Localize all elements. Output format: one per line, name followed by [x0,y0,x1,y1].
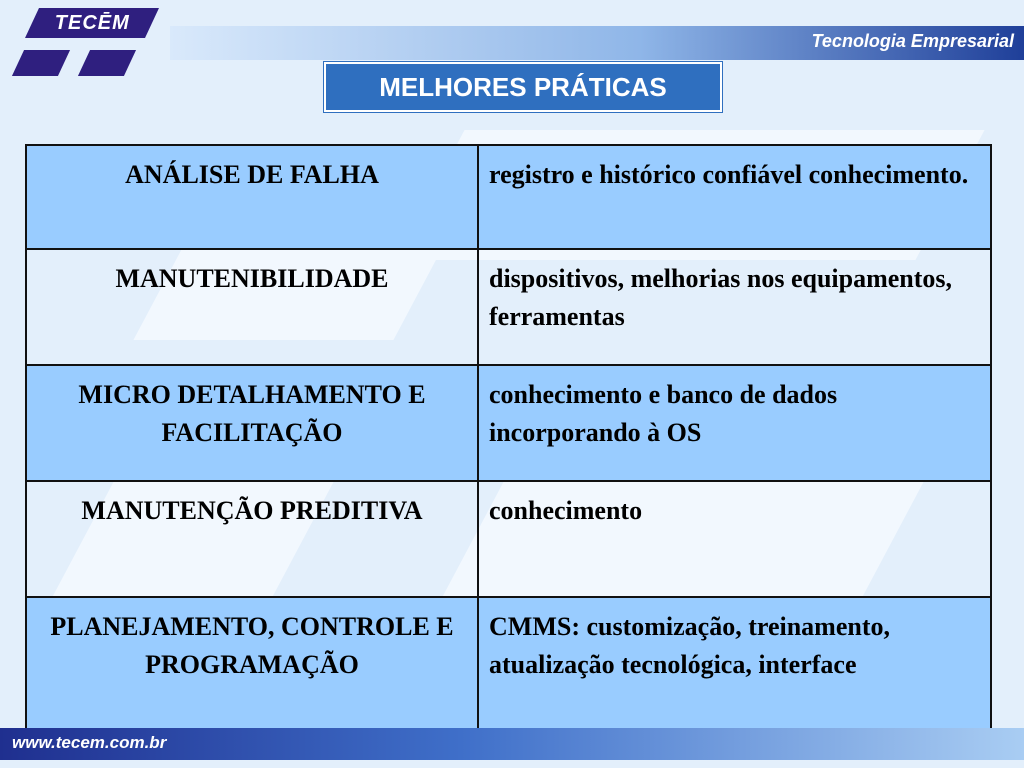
footer-url: www.tecem.com.br [12,733,167,752]
logo-banner [25,8,159,38]
table-row [27,598,990,729]
header-band [170,26,1024,60]
logo-bar-left [12,50,70,76]
table-cell-practice: MANUTENIBILIDADE [27,250,479,364]
table-row [27,482,990,598]
table-cell-practice: MICRO DETALHAMENTO E FACILITAÇÃO [27,366,479,480]
table-cell-practice: ANÁLISE DE FALHA [27,146,479,248]
logo-bar-right [78,50,136,76]
table-row [27,146,990,250]
table-cell-description: dispositivos, melhorias nos equipamentos, ferramentas [489,264,953,331]
tecem-logo [10,8,150,78]
table-cell-description: registro e histórico confiável conhecimento. [489,160,969,189]
table-cell-description: CMMS: customização, treinamento, atualização tecnológica, interface [489,612,890,679]
slide-title: MELHORES PRÁTICAS [324,62,722,112]
footer-band [0,728,1024,760]
table-row [27,366,990,482]
header-tagline: Tecnologia Empresarial [811,31,1014,51]
table-cell-description: conhecimento [489,496,643,525]
logo-text: TECĒM [54,11,130,34]
table-cell-practice: MANUTENÇÃO PREDITIVA [27,482,479,596]
table-row [27,250,990,366]
table-cell-description: conhecimento e banco de dados incorporando à OS [489,380,838,447]
table-cell-practice: PLANEJAMENTO, CONTROLE E PROGRAMAÇÃO [27,598,479,729]
practices-table [25,144,992,731]
